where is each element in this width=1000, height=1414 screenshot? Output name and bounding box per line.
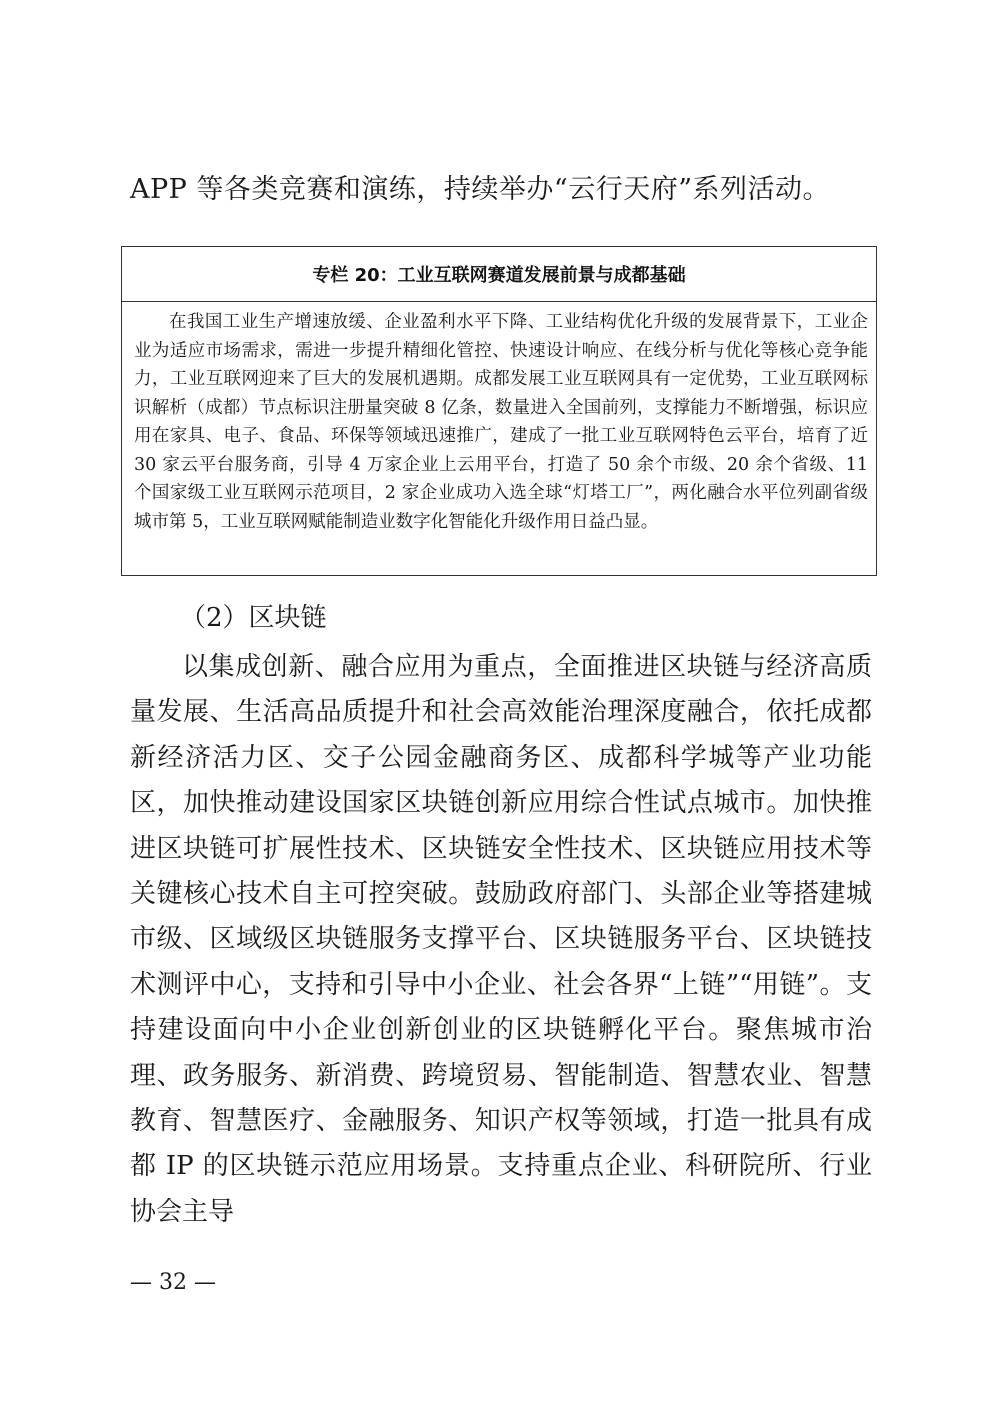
section-body: 以集成创新、融合应用为重点，全面推进区块链与经济高质量发展、生活高品质提升和社会高效能治理深度融合，依托成都新经济活力区、交子公园金融商务区、成都科学城等产业功能区，加快推动建设国家区块链创新应用综合性试点城市。加快推进区块链可扩展性技术、区块链安全性技术、区块链应用技术等关键核心技术自主可控突破。鼓励政府部门、头部企业等搭建城市级、区域级区块链服务支撑平台、区块链服务平台、区块链技术测评中心，支持和引导中小企业、社会各界“上链”“用链”。支持建设面向中小企业创新创业的区块链孵化平台。聚焦城市治理、政务服务、新消费、跨境贸易、智能制造、智慧农业、智慧教育、智慧医疗、金融服务、知识产权等领域，打造一批具有成都 IP 的区块链示范应用场景。支持重点企业、科研院所、行业协会主导 [130, 652, 872, 1227]
info-box-body: 在我国工业生产增速放缓、企业盈利水平下降、工业结构优化升级的发展背景下，工业企业为适应市场需求，需进一步提升精细化管控、快速设计响应、在线分析与优化等核心竞争能力，工业互联网迎来了巨大的发展机遇期。成都发展工业互联网具有一定优势，工业互联网标识解析（成都）节点标识注册量突破 8 亿条，数量进入全国前列，支撑能力不断增强，标识应用在家具、电子、食品、环保等领域迅速推广，建成了一批工业互联网特色云平台，培育了近 30 家云平台服务商，引导 4 万家企业上云用平台，打造了 50 余个市级、20 余个省级、11 个国家级工业互联网示范项目，2 家企业成功入选全球“灯塔工厂”，两化融合水平位列副省级城市第 5，工业互联网赋能制造业数字化智能化升级作用日益凸显。 [134, 312, 868, 532]
page-number: — 32 — [130, 1270, 216, 1295]
intro-paragraph: APP 等各类竞赛和演练，持续举办“云行天府”系列活动。 [130, 174, 831, 205]
info-box-title: 专栏 20：工业互联网赛道发展前景与成都基础 [122, 247, 876, 302]
section-heading: （2）区块链 [180, 603, 327, 633]
info-box [121, 246, 877, 576]
